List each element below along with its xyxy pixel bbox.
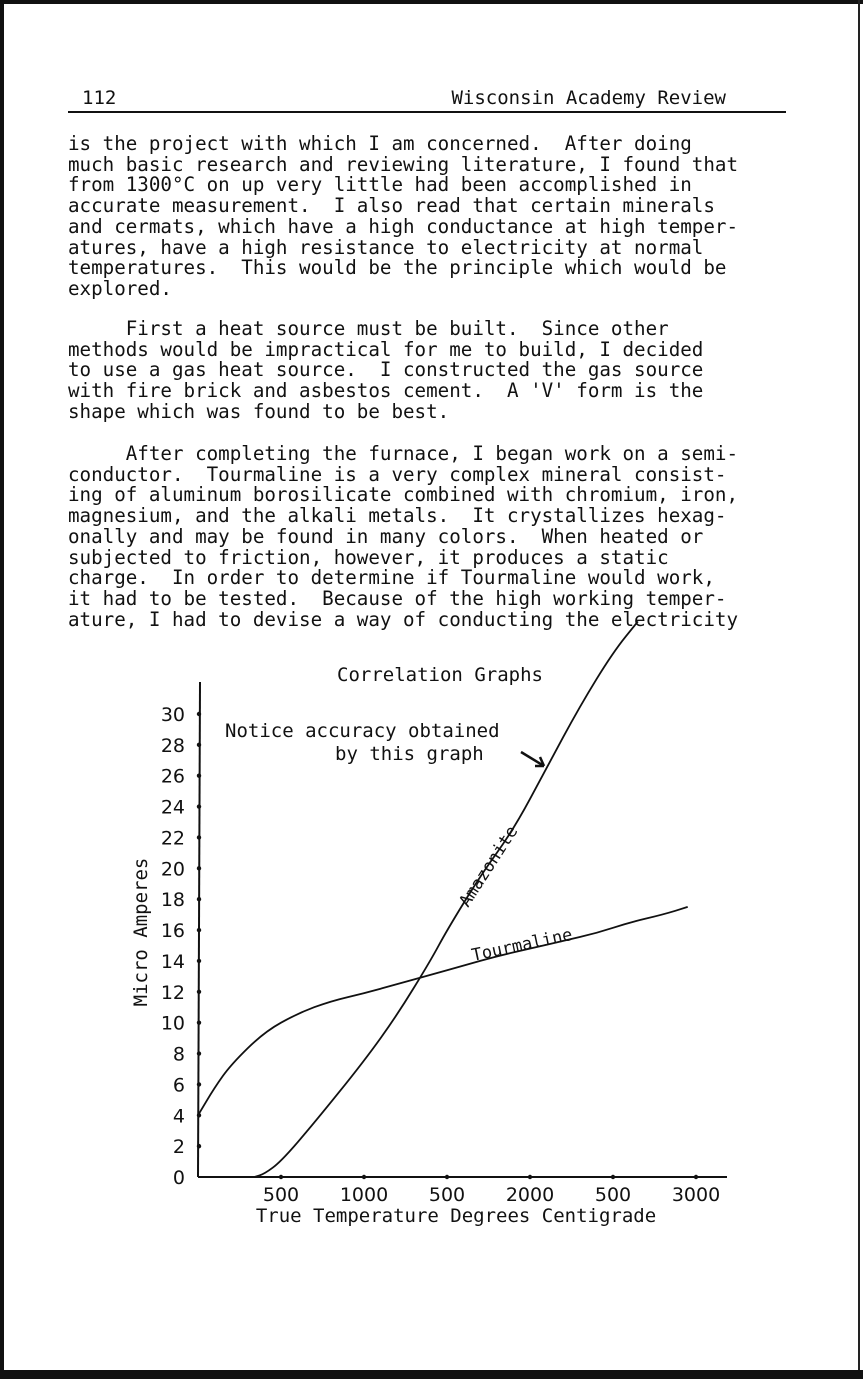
y-tick-mark (197, 804, 201, 808)
y-tick-label: 26 (160, 765, 185, 788)
y-tick-mark (197, 1020, 201, 1024)
y-tick-label: 2 (172, 1136, 185, 1159)
y-tick-mark (197, 866, 201, 870)
y-tick-label: 18 (160, 889, 185, 912)
series-label-amazonite (455, 822, 522, 910)
x-tick-mark (611, 1175, 615, 1179)
chart-ticks (161, 704, 720, 1206)
y-tick-mark (197, 712, 201, 716)
series-line-amazonite (254, 621, 638, 1177)
y-axis-label: Micro Amperes (130, 857, 152, 1007)
y-tick-label: 20 (160, 858, 185, 881)
y-tick-mark (197, 1144, 201, 1148)
x-tick-mark (528, 1175, 532, 1179)
x-tick-label: 500 (262, 1184, 300, 1206)
body-paragraph-1: is the project with which I am concerned. After doing much basic research and reviewing literature, I found that from 1300°C on up very little had been accomplished in accurate measurement. I also read that certain minerals and cermats, which have a high conductance at high temper- atures, have a high resistance to electricity at normal temperatures. This would be the principle which would be explored. (68, 132, 739, 300)
y-tick-mark (197, 743, 201, 747)
body-paragraph-3: After completing the furnace, I began work on a semi- conductor. Tourmaline is a very complex mineral consist- ing of aluminum borosilicate combined with chromium, iron, magnesium, and the alkali metals. It crystallizes hexag- onally and may be found in many colors. When heated or subjected to friction, however, it produces a static charge. In order to determine if Tourmaline would work, it had to be tested. Because of the high working temper- ature, I had to devise a way of conducting the electricity (68, 442, 739, 631)
y-tick-mark (197, 990, 201, 994)
y-tick-label: 6 (172, 1074, 185, 1097)
x-tick-label: 3000 (671, 1184, 721, 1206)
correlation-chart (0, 650, 863, 1250)
page-border-bottom (0, 1370, 863, 1379)
chart-series (198, 621, 688, 1177)
x-tick-label: 1000 (339, 1184, 389, 1206)
annotation-line-1: Notice accuracy obtained (225, 720, 500, 742)
y-tick-label: 28 (160, 734, 185, 757)
y-tick-label: 8 (172, 1043, 185, 1066)
y-tick-label: 12 (160, 981, 185, 1004)
y-tick-mark (197, 897, 201, 901)
series-label-tourmaline-text: Tourmaline (469, 924, 575, 966)
y-tick-label: 14 (160, 950, 185, 973)
y-tick-label: 10 (160, 1012, 185, 1035)
journal-title: Wisconsin Academy Review (451, 87, 726, 109)
y-tick-mark (197, 1082, 201, 1086)
series-label-amazonite-text: Amazonite (455, 822, 523, 911)
x-tick-mark (279, 1175, 283, 1179)
y-tick-mark (197, 835, 201, 839)
x-tick-label: 500 (428, 1184, 466, 1206)
y-tick-label: 22 (160, 827, 185, 850)
x-tick-mark (362, 1175, 366, 1179)
y-tick-label: 30 (160, 704, 185, 726)
header-rule (68, 111, 786, 113)
x-tick-label: 2000 (505, 1184, 555, 1206)
body-paragraph-2: First a heat source must be built. Since other methods would be impractical for me to build, I decided to use a gas heat source. I constructed the gas source with fire brick and asbestos cement. A 'V' form is the shape which was found to be best. (68, 317, 704, 423)
x-tick-mark (694, 1175, 698, 1179)
y-tick-label: 16 (160, 920, 185, 943)
x-axis-label: True Temperature Degrees Centigrade (255, 1205, 657, 1227)
y-tick-mark (197, 774, 201, 778)
page-number: 112 (82, 87, 117, 109)
y-tick-mark (197, 928, 201, 932)
y-tick-mark (197, 1051, 201, 1055)
y-tick-mark (197, 959, 201, 963)
chart-title: Correlation Graphs (337, 664, 543, 686)
annotation-line-2: by this graph (335, 743, 484, 765)
x-tick-mark (445, 1175, 449, 1179)
x-tick-label: 500 (594, 1184, 632, 1206)
y-tick-label: 0 (172, 1167, 185, 1189)
series-label-tourmaline (470, 925, 574, 966)
y-tick-label: 4 (172, 1105, 185, 1128)
chart-annotation (225, 720, 544, 766)
page-border-top (0, 0, 863, 4)
y-tick-label: 24 (160, 796, 185, 819)
